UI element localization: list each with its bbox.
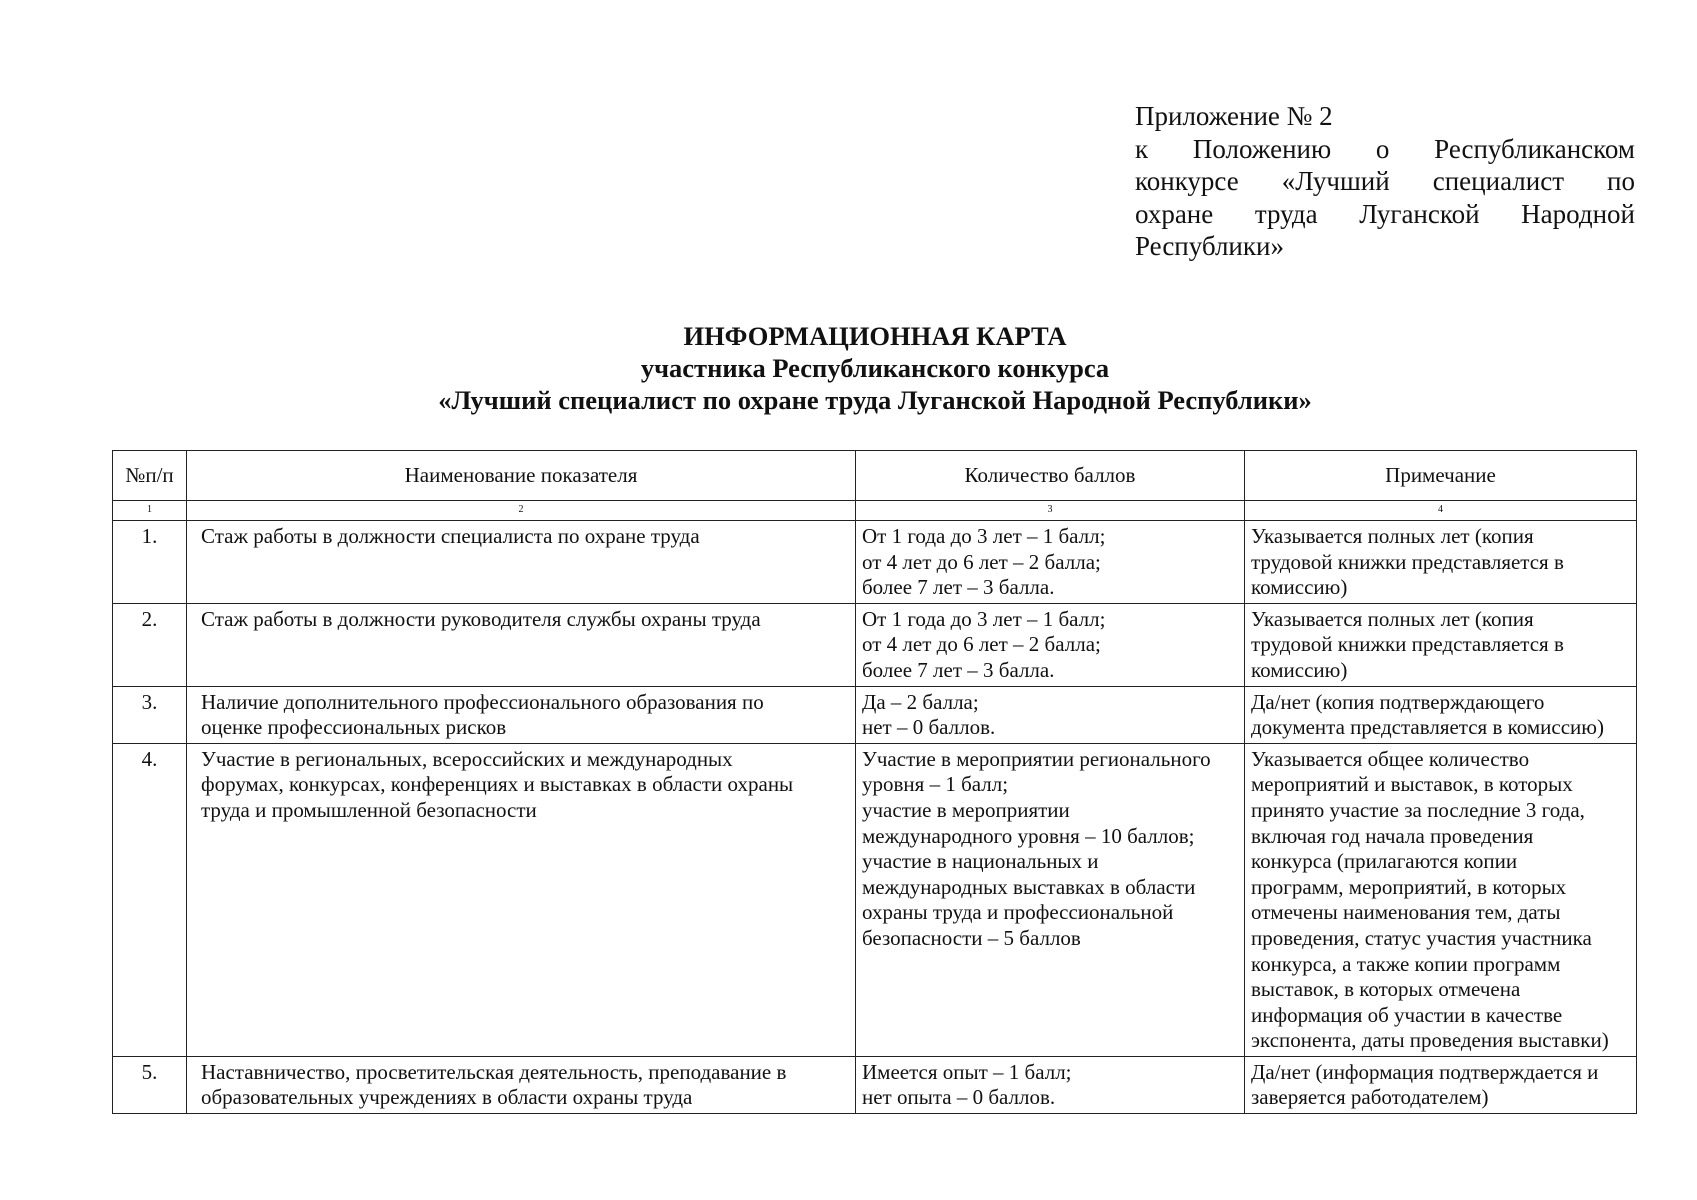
indicator-name: [187, 743, 856, 1056]
note-line: проведения, статус участия участника: [1251, 925, 1592, 950]
appendix-line-2: к Положению о Республиканском: [1135, 133, 1635, 164]
header-score: Количество баллов: [856, 451, 1245, 501]
note-cell: [1245, 521, 1637, 604]
score-line: Участие в мероприятии регионального: [862, 746, 1211, 771]
note-line: конкурса, а также копии программ: [1251, 951, 1561, 976]
row-number: 3.: [113, 686, 187, 743]
column-number-row: [113, 501, 1637, 521]
note-line: Да/нет (информация подтверждается и: [1251, 1059, 1599, 1084]
header-number: №п/п: [113, 451, 187, 501]
score-cell: [856, 1056, 1245, 1113]
indicator-line: Наставничество, просветительская деятельность, преподавание в: [201, 1059, 787, 1084]
score-line: От 1 года до 3 лет – 1 балл;: [862, 524, 1106, 548]
score-line: Имеется опыт – 1 балл;: [862, 1059, 1072, 1084]
note-cell: [1245, 743, 1637, 1056]
score-line: Да – 2 балла;: [862, 689, 979, 714]
row-number: 1.: [113, 521, 187, 604]
column-number: 3: [856, 501, 1245, 521]
note-line: трудовой книжки представляется в: [1251, 549, 1564, 574]
note-line: комиссию): [1251, 657, 1348, 682]
note-cell: [1245, 1056, 1637, 1113]
indicator-name: [187, 1056, 856, 1113]
info-card-table: [112, 450, 1637, 1114]
indicator-line: оценке профессиональных рисков: [201, 715, 507, 740]
score-cell: [856, 743, 1245, 1056]
note-cell: [1245, 603, 1637, 686]
note-line: мероприятий и выставок, в которых: [1251, 772, 1573, 797]
score-line: нет – 0 баллов.: [862, 715, 996, 740]
note-line: информация об участии в качестве: [1251, 1002, 1563, 1027]
table-row: [113, 521, 1637, 604]
indicator-name: Стаж работы в должности специалиста по охране труда: [187, 521, 856, 604]
score-line: уровня – 1 балл;: [862, 772, 1009, 797]
note-line: включая год начала проведения: [1251, 823, 1534, 848]
table-row: [113, 743, 1637, 1056]
title-line-2: участника Республиканского конкурса: [640, 353, 1110, 383]
column-number: 1: [113, 501, 187, 521]
indicator-line: труда и промышленной безопасности: [201, 797, 537, 822]
indicator-line: Наличие дополнительного профессионального образования по: [201, 689, 764, 714]
score-line: более 7 лет – 3 балла.: [862, 575, 1055, 600]
note-line: Да/нет (копия подтверждающего: [1251, 689, 1545, 714]
note-line: заверяется работодателем): [1251, 1085, 1489, 1110]
appendix-line-5: Республики»: [1135, 231, 1284, 261]
note-line: отмечены наименования тем, даты: [1251, 900, 1561, 925]
score-cell: [856, 521, 1245, 604]
score-line: от 4 лет до 6 лет – 2 балла;: [862, 632, 1101, 657]
title-line-3: «Лучший специалист по охране труда Луганской Народной Республики»: [438, 385, 1312, 415]
score-line: нет опыта – 0 баллов.: [862, 1085, 1056, 1110]
note-line: Указывается полных лет (копия: [1251, 524, 1534, 548]
note-line: принято участие за последние 3 года,: [1251, 797, 1585, 822]
appendix-line-4: охране труда Луганской Народной: [1135, 198, 1635, 229]
indicator-line: образовательных учреждениях в области охраны труда: [201, 1085, 693, 1110]
score-line: охраны труда и профессиональной: [862, 900, 1174, 925]
row-number: 4.: [113, 743, 187, 1056]
note-line: выставок, в которых отмечена: [1251, 977, 1521, 1002]
score-cell: [856, 603, 1245, 686]
score-line: от 4 лет до 6 лет – 2 балла;: [862, 549, 1101, 574]
score-cell: [856, 686, 1245, 743]
header-indicator-name: Наименование показателя: [187, 451, 856, 501]
score-line: международных выставках в области: [862, 874, 1196, 899]
score-line: участие в мероприятии: [862, 797, 1070, 822]
appendix-line-3: конкурсе «Лучший специалист по: [1135, 166, 1635, 196]
note-line: Указывается общее количество: [1251, 746, 1530, 771]
note-line: Указывается полных лет (копия: [1251, 606, 1534, 631]
note-line: конкурса (прилагаются копии: [1251, 849, 1518, 874]
table-header-row: [113, 451, 1637, 501]
document-title: [0, 320, 1697, 416]
appendix-note: [1135, 100, 1635, 263]
column-number: 2: [187, 501, 856, 521]
column-number: 4: [1245, 501, 1637, 521]
row-number: 2.: [113, 603, 187, 686]
note-line: документа представляется в комиссию): [1251, 715, 1604, 740]
score-line: более 7 лет – 3 балла.: [862, 657, 1055, 682]
indicator-name: Стаж работы в должности руководителя службы охраны труда: [187, 603, 856, 686]
note-cell: [1245, 686, 1637, 743]
row-number: 5.: [113, 1056, 187, 1113]
score-line: международного уровня – 10 баллов;: [862, 823, 1195, 848]
table-row: [113, 686, 1637, 743]
indicator-name: [187, 686, 856, 743]
note-line: трудовой книжки представляется в: [1251, 632, 1564, 657]
appendix-line-1: Приложение № 2: [1135, 101, 1333, 131]
table-row: [113, 603, 1637, 686]
header-note: Примечание: [1245, 451, 1637, 501]
score-line: безопасности – 5 баллов: [862, 925, 1081, 950]
indicator-line: форумах, конкурсах, конференциях и выставках в области охраны: [201, 772, 794, 797]
note-line: программ, мероприятий, в которых: [1251, 874, 1567, 899]
indicator-line: Участие в региональных, всероссийских и международных: [201, 746, 733, 771]
note-line: комиссию): [1251, 575, 1348, 600]
score-line: участие в национальных и: [862, 849, 1099, 874]
score-line: От 1 года до 3 лет – 1 балл;: [862, 606, 1106, 631]
table-row: [113, 1056, 1637, 1113]
title-line-1: ИНФОРМАЦИОННАЯ КАРТА: [683, 321, 1067, 351]
note-line: экспонента, даты проведения выставки): [1251, 1028, 1609, 1053]
